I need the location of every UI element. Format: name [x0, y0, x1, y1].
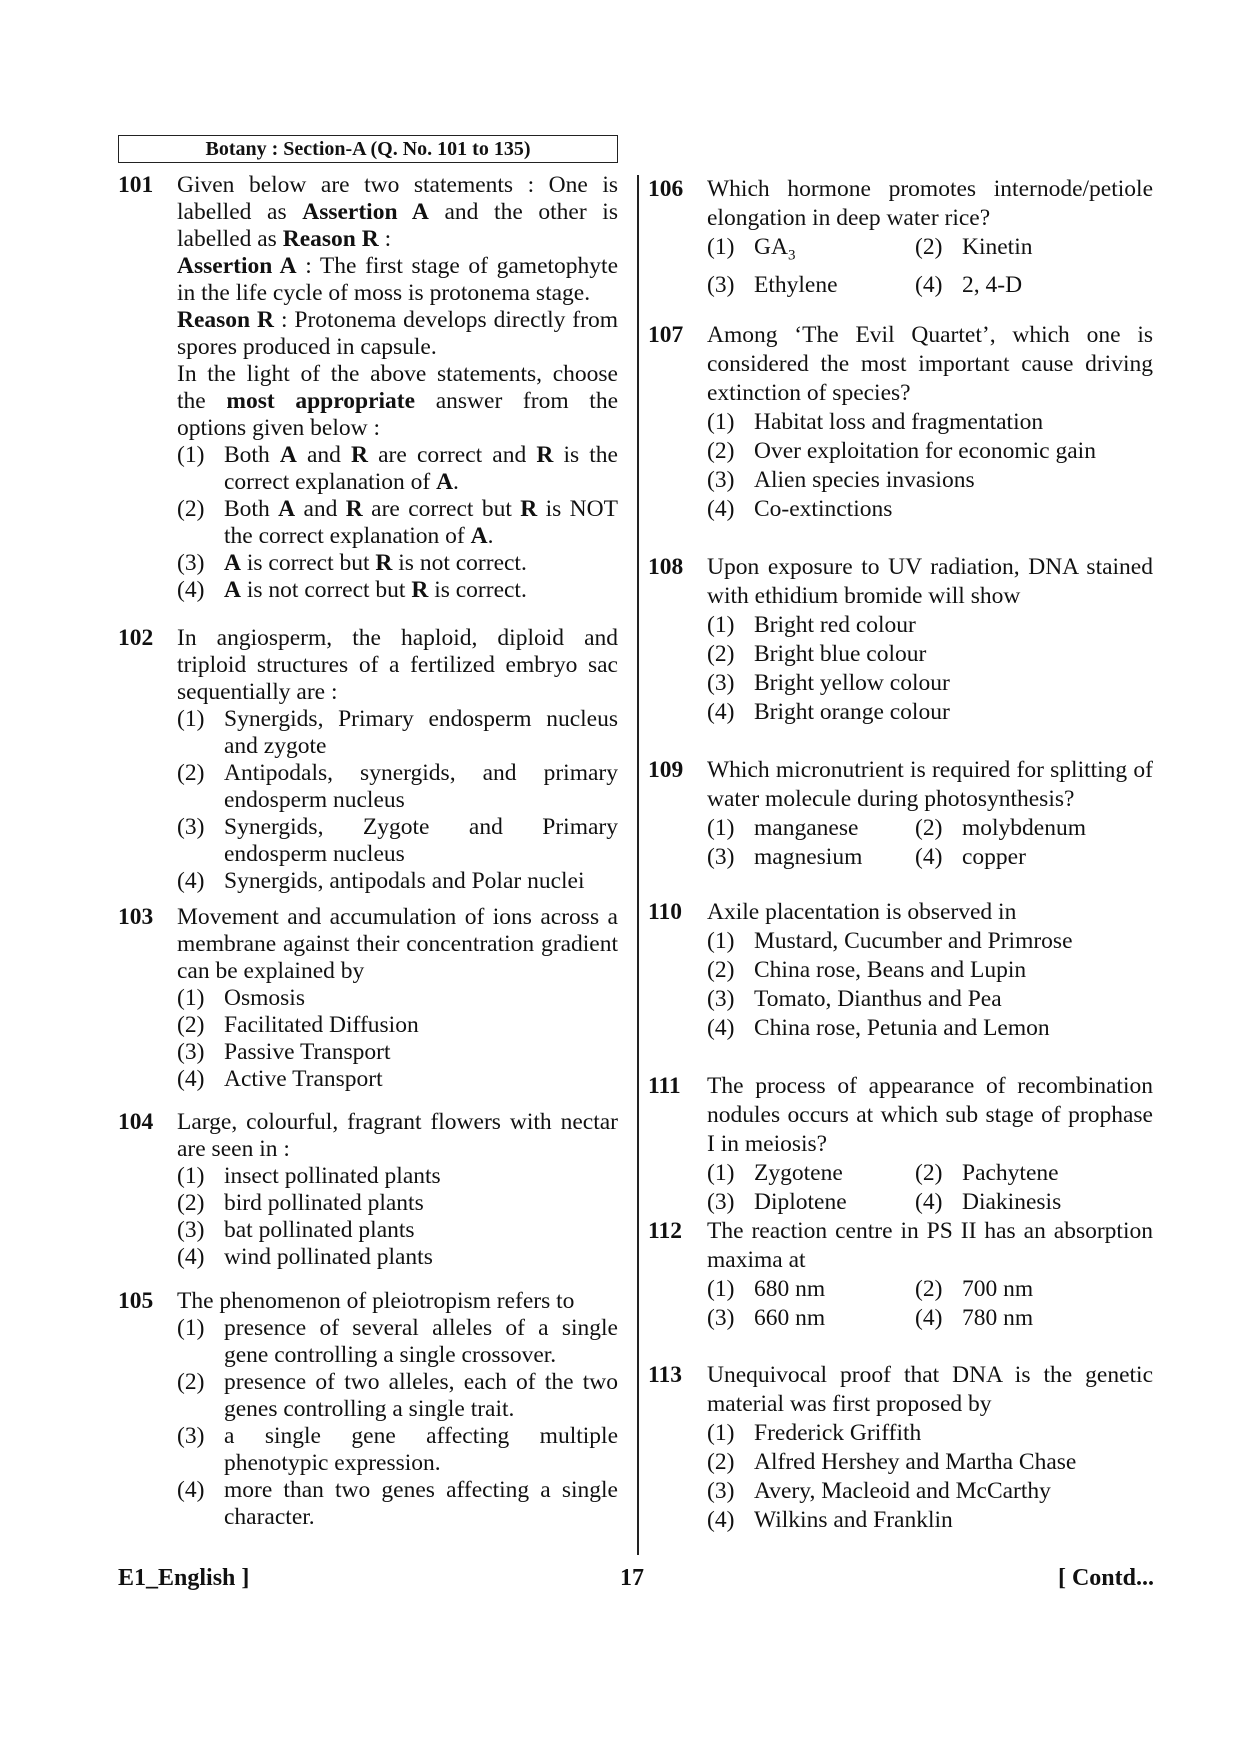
section-header: Botany : Section-A (Q. No. 101 to 135): [118, 135, 618, 163]
option-2[interactable]: (2) Kinetin: [915, 234, 1033, 260]
option-1[interactable]: (1) 680 nm: [707, 1276, 826, 1302]
option-4[interactable]: (4) Wilkins and Franklin: [707, 1507, 953, 1533]
question-stem: The phenomenon of pleiotropism refers to: [177, 1288, 575, 1314]
question-stem: In angiosperm, the haploid, diploid and triploid structures of a fertilized embryo sac sequentially are :: [177, 625, 618, 705]
option-2[interactable]: (2) Antipodals, synergids, and primary endosperm nucleus: [177, 760, 618, 813]
option-2[interactable]: (2) molybdenum: [915, 815, 1087, 841]
question-number: 111: [648, 1073, 681, 1099]
option-3[interactable]: (3) bat pollinated plants: [177, 1217, 415, 1243]
option-2[interactable]: (2) China rose, Beans and Lupin: [707, 957, 1027, 983]
option-3[interactable]: (3) Diplotene: [707, 1189, 847, 1215]
option-2[interactable]: (2) Both A and R are correct but R is NOT the correct explanation of A.: [177, 496, 618, 549]
option-4[interactable]: (4) Bright orange colour: [707, 699, 950, 725]
option-3[interactable]: (3) Synergids, Zygote and Primary endosperm nucleus: [177, 814, 618, 867]
option-3[interactable]: (3) Passive Transport: [177, 1039, 391, 1065]
option-4[interactable]: (4) 780 nm: [915, 1305, 1034, 1331]
option-4[interactable]: (4) Diakinesis: [915, 1189, 1062, 1215]
option-1[interactable]: (1) insect pollinated plants: [177, 1163, 441, 1189]
question-stem: The reaction centre in PS II has an absorption maxima at: [707, 1218, 1153, 1273]
question-stem: The process of appearance of recombination nodules occurs at which sub stage of prophase I in meiosis?: [707, 1073, 1153, 1157]
option-4[interactable]: (4) Synergids, antipodals and Polar nuclei: [177, 868, 585, 894]
option-3[interactable]: (3) Avery, Macleoid and McCarthy: [707, 1478, 1051, 1504]
option-1[interactable]: (1) Habitat loss and fragmentation: [707, 409, 1044, 435]
question-stem: Among ‘The Evil Quartet’, which one is considered the most important cause driving extinction of species?: [707, 322, 1153, 406]
option-1[interactable]: (1) manganese: [707, 815, 859, 841]
option-3[interactable]: (3) 660 nm: [707, 1305, 826, 1331]
option-2[interactable]: (2) Facilitated Diffusion: [177, 1012, 419, 1038]
option-1[interactable]: (1) Both A and R are correct and R is the correct explanation of A.: [177, 442, 618, 495]
question-number: 106: [648, 176, 684, 202]
question-stem: Large, colourful, fragrant flowers with nectar are seen in :: [177, 1109, 618, 1162]
question-number: 108: [648, 554, 684, 580]
option-4[interactable]: (4) wind pollinated plants: [177, 1244, 433, 1270]
option-3[interactable]: (3) Alien species invasions: [707, 467, 975, 493]
option-4[interactable]: (4) China rose, Petunia and Lemon: [707, 1015, 1050, 1041]
option-1[interactable]: (1) Osmosis: [177, 985, 305, 1011]
option-3[interactable]: (3) Tomato, Dianthus and Pea: [707, 986, 1002, 1012]
question-stem: Upon exposure to UV radiation, DNA stained with ethidium bromide will show: [707, 554, 1153, 609]
question-stem: Which micronutrient is required for splitting of water molecule during photosynthesis?: [707, 757, 1153, 812]
option-4[interactable]: (4) Active Transport: [177, 1066, 383, 1092]
option-1[interactable]: (1) Bright red colour: [707, 612, 916, 638]
option-1[interactable]: (1) Synergids, Primary endosperm nucleus and zygote: [177, 706, 618, 759]
question-stem: Axile placentation is observed in: [707, 899, 1017, 925]
option-3[interactable]: (3) magnesium: [707, 844, 863, 870]
option-4[interactable]: (4) more than two genes affecting a single character.: [177, 1477, 618, 1530]
option-2[interactable]: (2) Over exploitation for economic gain: [707, 438, 1096, 464]
question-number: 113: [648, 1362, 682, 1388]
question-stem: Which hormone promotes internode/petiole elongation in deep water rice?: [707, 176, 1153, 231]
footer-continued: [ Contd...: [1057, 1565, 1154, 1591]
option-4[interactable]: (4) Co-extinctions: [707, 496, 893, 522]
option-2[interactable]: (2) Bright blue colour: [707, 641, 927, 667]
question-stem: Given below are two statements : One is labelled as Assertion A and the other is labelled as Reason R :: [177, 172, 618, 252]
question-instruction: In the light of the above statements, choose the most appropriate answer from the options given below :: [177, 361, 618, 441]
question-number: 103: [118, 904, 154, 930]
question-number: 105: [118, 1288, 154, 1314]
question-stem: Unequivocal proof that DNA is the genetic material was first proposed by: [707, 1362, 1153, 1417]
option-4[interactable]: (4) A is not correct but R is correct.: [177, 577, 527, 603]
assertion-statement: Assertion A : The first stage of gametophyte in the life cycle of moss is protonema stage.: [177, 253, 618, 306]
footer-page-number: 17: [620, 1565, 644, 1591]
question-number: 102: [118, 625, 154, 651]
question-number: 104: [118, 1109, 154, 1135]
option-2[interactable]: (2) bird pollinated plants: [177, 1190, 424, 1216]
question-stem: Movement and accumulation of ions across a membrane against their concentration gradient can be explained by: [177, 904, 618, 984]
option-1[interactable]: (1) Zygotene: [707, 1160, 843, 1186]
reason-statement: Reason R : Protonema develops directly from spores produced in capsule.: [177, 307, 618, 360]
option-2[interactable]: (2) 700 nm: [915, 1276, 1034, 1302]
option-2[interactable]: (2) Pachytene: [915, 1160, 1059, 1186]
question-number: 107: [648, 322, 684, 348]
question-number: 112: [648, 1218, 682, 1244]
option-3[interactable]: (3) A is correct but R is not correct.: [177, 550, 527, 576]
option-3[interactable]: (3) Ethylene: [707, 271, 838, 298]
option-1[interactable]: (1) presence of several alleles of a single gene controlling a single crossover.: [177, 1315, 618, 1368]
option-1[interactable]: (1) Mustard, Cucumber and Primrose: [707, 928, 1073, 954]
option-1[interactable]: (1) Frederick Griffith: [707, 1420, 922, 1446]
option-2[interactable]: (2) presence of two alleles, each of the two genes controlling a single trait.: [177, 1369, 618, 1422]
option-3[interactable]: (3) a single gene affecting multiple phenotypic expression.: [177, 1423, 618, 1476]
option-1[interactable]: (1) $GA_3$: [707, 234, 796, 264]
footer-paper-code: E1_English ]: [118, 1565, 250, 1591]
question-number: 101: [118, 172, 154, 198]
option-3[interactable]: (3) Bright yellow colour: [707, 670, 950, 696]
question-number: 109: [648, 757, 684, 783]
question-number: 110: [648, 899, 682, 925]
option-4[interactable]: (4) copper: [915, 844, 1026, 870]
column-divider: [637, 175, 639, 1555]
option-4[interactable]: (4) 2, 4-D: [915, 271, 1023, 298]
option-2[interactable]: (2) Alfred Hershey and Martha Chase: [707, 1449, 1077, 1475]
